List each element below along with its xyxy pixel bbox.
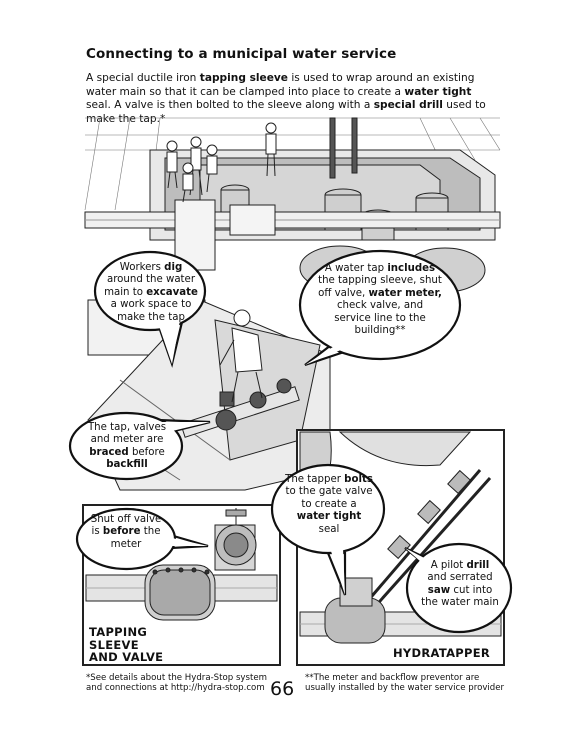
footnote-right: **The meter and backflow preventor are usually installed by the water service provider <box>305 673 505 694</box>
page-title: Connecting to a municipal water service <box>86 46 397 62</box>
footnote-left: *See details about the Hydra-Stop system and connections at http://hydra-stop.com <box>86 673 268 694</box>
bubble-tapper: The tapper bolts to the gate valve to create a water tight seal <box>285 474 373 535</box>
bubble-workers-dig: Workers dig around the water main to excavate a work space to make the tap <box>104 262 198 323</box>
caption-hydratapper: HYDRATAPPER <box>393 646 491 660</box>
bubble-pilot-drill: A pilot drill and serrated saw cut into the water main <box>421 560 499 609</box>
bubble-water-tap: A water tap includes the tapping sleeve, shut off valve, water meter, check valve, and service line to the building** <box>318 263 442 337</box>
caption-tapping-sleeve: TAPPING SLEEVE AND VALVE <box>89 625 164 664</box>
page-number: 66 <box>270 678 295 700</box>
bubble-braced: The tap, valves and meter are braced before backfill <box>87 422 167 471</box>
intro-paragraph: A special ductile iron tapping sleeve is used to wrap around an existing water main so that it can be clamped into place to create a water tight seal. A valve is then bolted to the sleeve along with a special drill used to make the tap.* <box>86 72 486 125</box>
bubble-shut-off-valve: Shut off valve is before the meter <box>90 514 162 550</box>
